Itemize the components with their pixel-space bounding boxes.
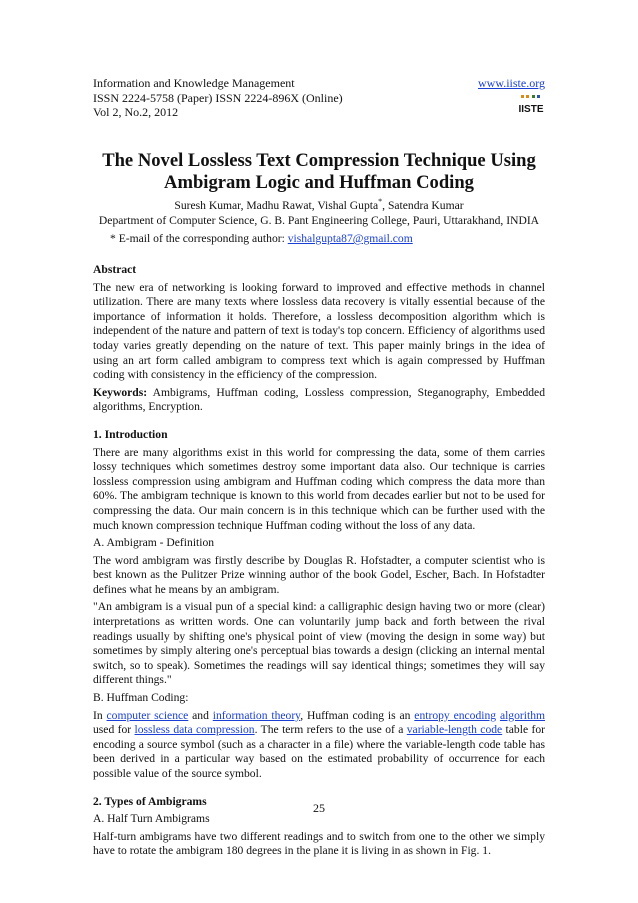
running-header	[93, 76, 343, 120]
text-run: used for	[93, 723, 135, 737]
keywords	[93, 386, 545, 415]
paper-body	[93, 263, 545, 859]
corresponding-email	[110, 232, 413, 245]
authors-main: Suresh Kumar, Madhu Rawat, Vishal Gupta	[174, 198, 379, 212]
link-variable-length-code[interactable]: variable-length code	[406, 723, 503, 737]
link-algorithm[interactable]: algorithm	[499, 708, 546, 722]
journal-name: Information and Knowledge Management	[93, 76, 295, 90]
abstract-text: The new era of networking is looking forward to improved and effective methods in channel utilization. There are many texts where lossless data recovery is vitally essential because of the importance of information it holds. Therefore, a lossless decomposition algorithm which is independent of the nature and pattern of text is today's top concern. Efficiency of algorithms used today varies greatly depending on the nature of text. This paper mainly brings in the idea of using an art form called ambigram to compress text which is again compressed by Huffman coding with consistency in the efficiency of the compression.	[93, 280, 545, 382]
website-link[interactable]: www.iiste.org	[478, 76, 545, 90]
title-line-2: Ambigram Logic and Huffman Coding	[164, 172, 474, 193]
types-paragraph-1: Half-turn ambigrams have two different readings and to switch from one to the other we simply have to rotate the ambigram 180 degrees in the plane it is living in as shown in Fig. 1.	[93, 829, 545, 858]
authors-tail: , Satendra Kumar	[382, 198, 464, 212]
volume-line: Vol 2, No.2, 2012	[93, 105, 179, 119]
text-run: In	[93, 708, 107, 722]
text-run: , Huffman coding is an	[300, 708, 415, 722]
paper-title	[93, 150, 545, 194]
text-run: table for encoding a source symbol (such as a character in a file) where the variable-length code table has been derived in a particular way based on the estimated probability of occurrence for each possible value of the source symbol.	[93, 723, 545, 780]
abstract-heading: Abstract	[93, 263, 137, 276]
types-heading: 2. Types of Ambigrams	[93, 794, 207, 808]
logo-lettering: IISTE	[518, 104, 544, 114]
email-label: * E-mail of the corresponding author:	[110, 232, 288, 245]
iiste-logo	[517, 94, 545, 114]
intro-heading: 1. Introduction	[93, 427, 168, 441]
text-run: . The term refers to the use of a	[254, 723, 407, 737]
intro-paragraph-1: There are many algorithms exist in this world for compressing the data, some of them carries lossy techniques which sometimes destroy some important data also. Our technique is carries lossless compression using ambigram and Huffman coding which compress the data more than 60%. The ambigram technique is known to this world from decades earlier but not to be used for compressing the data. Our main concern is in this technique which can be further used with the much known compression technique Huffman coding without the loss of any data.	[93, 445, 545, 532]
text-run: and	[188, 708, 213, 722]
email-link[interactable]: vishalgupta87@gmail.com	[287, 232, 413, 245]
link-information-theory[interactable]: information theory	[212, 708, 301, 722]
page-number: 25	[313, 801, 325, 815]
subheading-ambigram-definition: A. Ambigram - Definition	[93, 536, 215, 550]
corresponding-mark: *	[378, 197, 383, 206]
intro-quote: "An ambigram is a visual pun of a special kind: a calligraphic design having two or more (clear) interpretations as written words. One can voluntarily jump back and forth between the rival readings usually by shifting one's physical point of view (moving the design in some way) but sometimes by simply altering one's perceptual bias towards a design (clicking an internal mental switch, so to speak). Sometimes the readings will say identical things; sometimes they will say different things."	[93, 600, 545, 687]
subheading-half-turn: A. Half Turn Ambigrams	[93, 812, 210, 826]
keywords-text: Ambigrams, Huffman coding, Lossless compression, Steganography, Embedded algorithms, Encryption.	[93, 385, 545, 414]
huffman-paragraph	[93, 709, 545, 782]
intro-paragraph-2: The word ambigram was firstly describe by Douglas R. Hofstadter, a computer scientist who is best known as the Pulitzer Prize winning author of the book Godel, Escher, Bach. In Hofstadter defines what he means by an ambigram.	[93, 553, 545, 596]
keywords-label: Keywords:	[93, 385, 148, 399]
link-computer-science[interactable]: computer science	[106, 708, 189, 722]
link-entropy-encoding[interactable]: entropy encoding	[414, 708, 497, 722]
issn-line: ISSN 2224-5758 (Paper) ISSN 2224-896X (Online)	[93, 90, 343, 105]
affiliation: Department of Computer Science, G. B. Pant Engineering College, Pauri, Uttarakhand, INDIA	[98, 214, 540, 227]
subheading-huffman-coding: B. Huffman Coding:	[93, 691, 189, 705]
title-line-1: The Novel Lossless Text Compression Technique Using	[102, 150, 536, 171]
link-lossless-data-compression[interactable]: lossless data compression	[134, 723, 255, 737]
author-list	[93, 197, 545, 212]
